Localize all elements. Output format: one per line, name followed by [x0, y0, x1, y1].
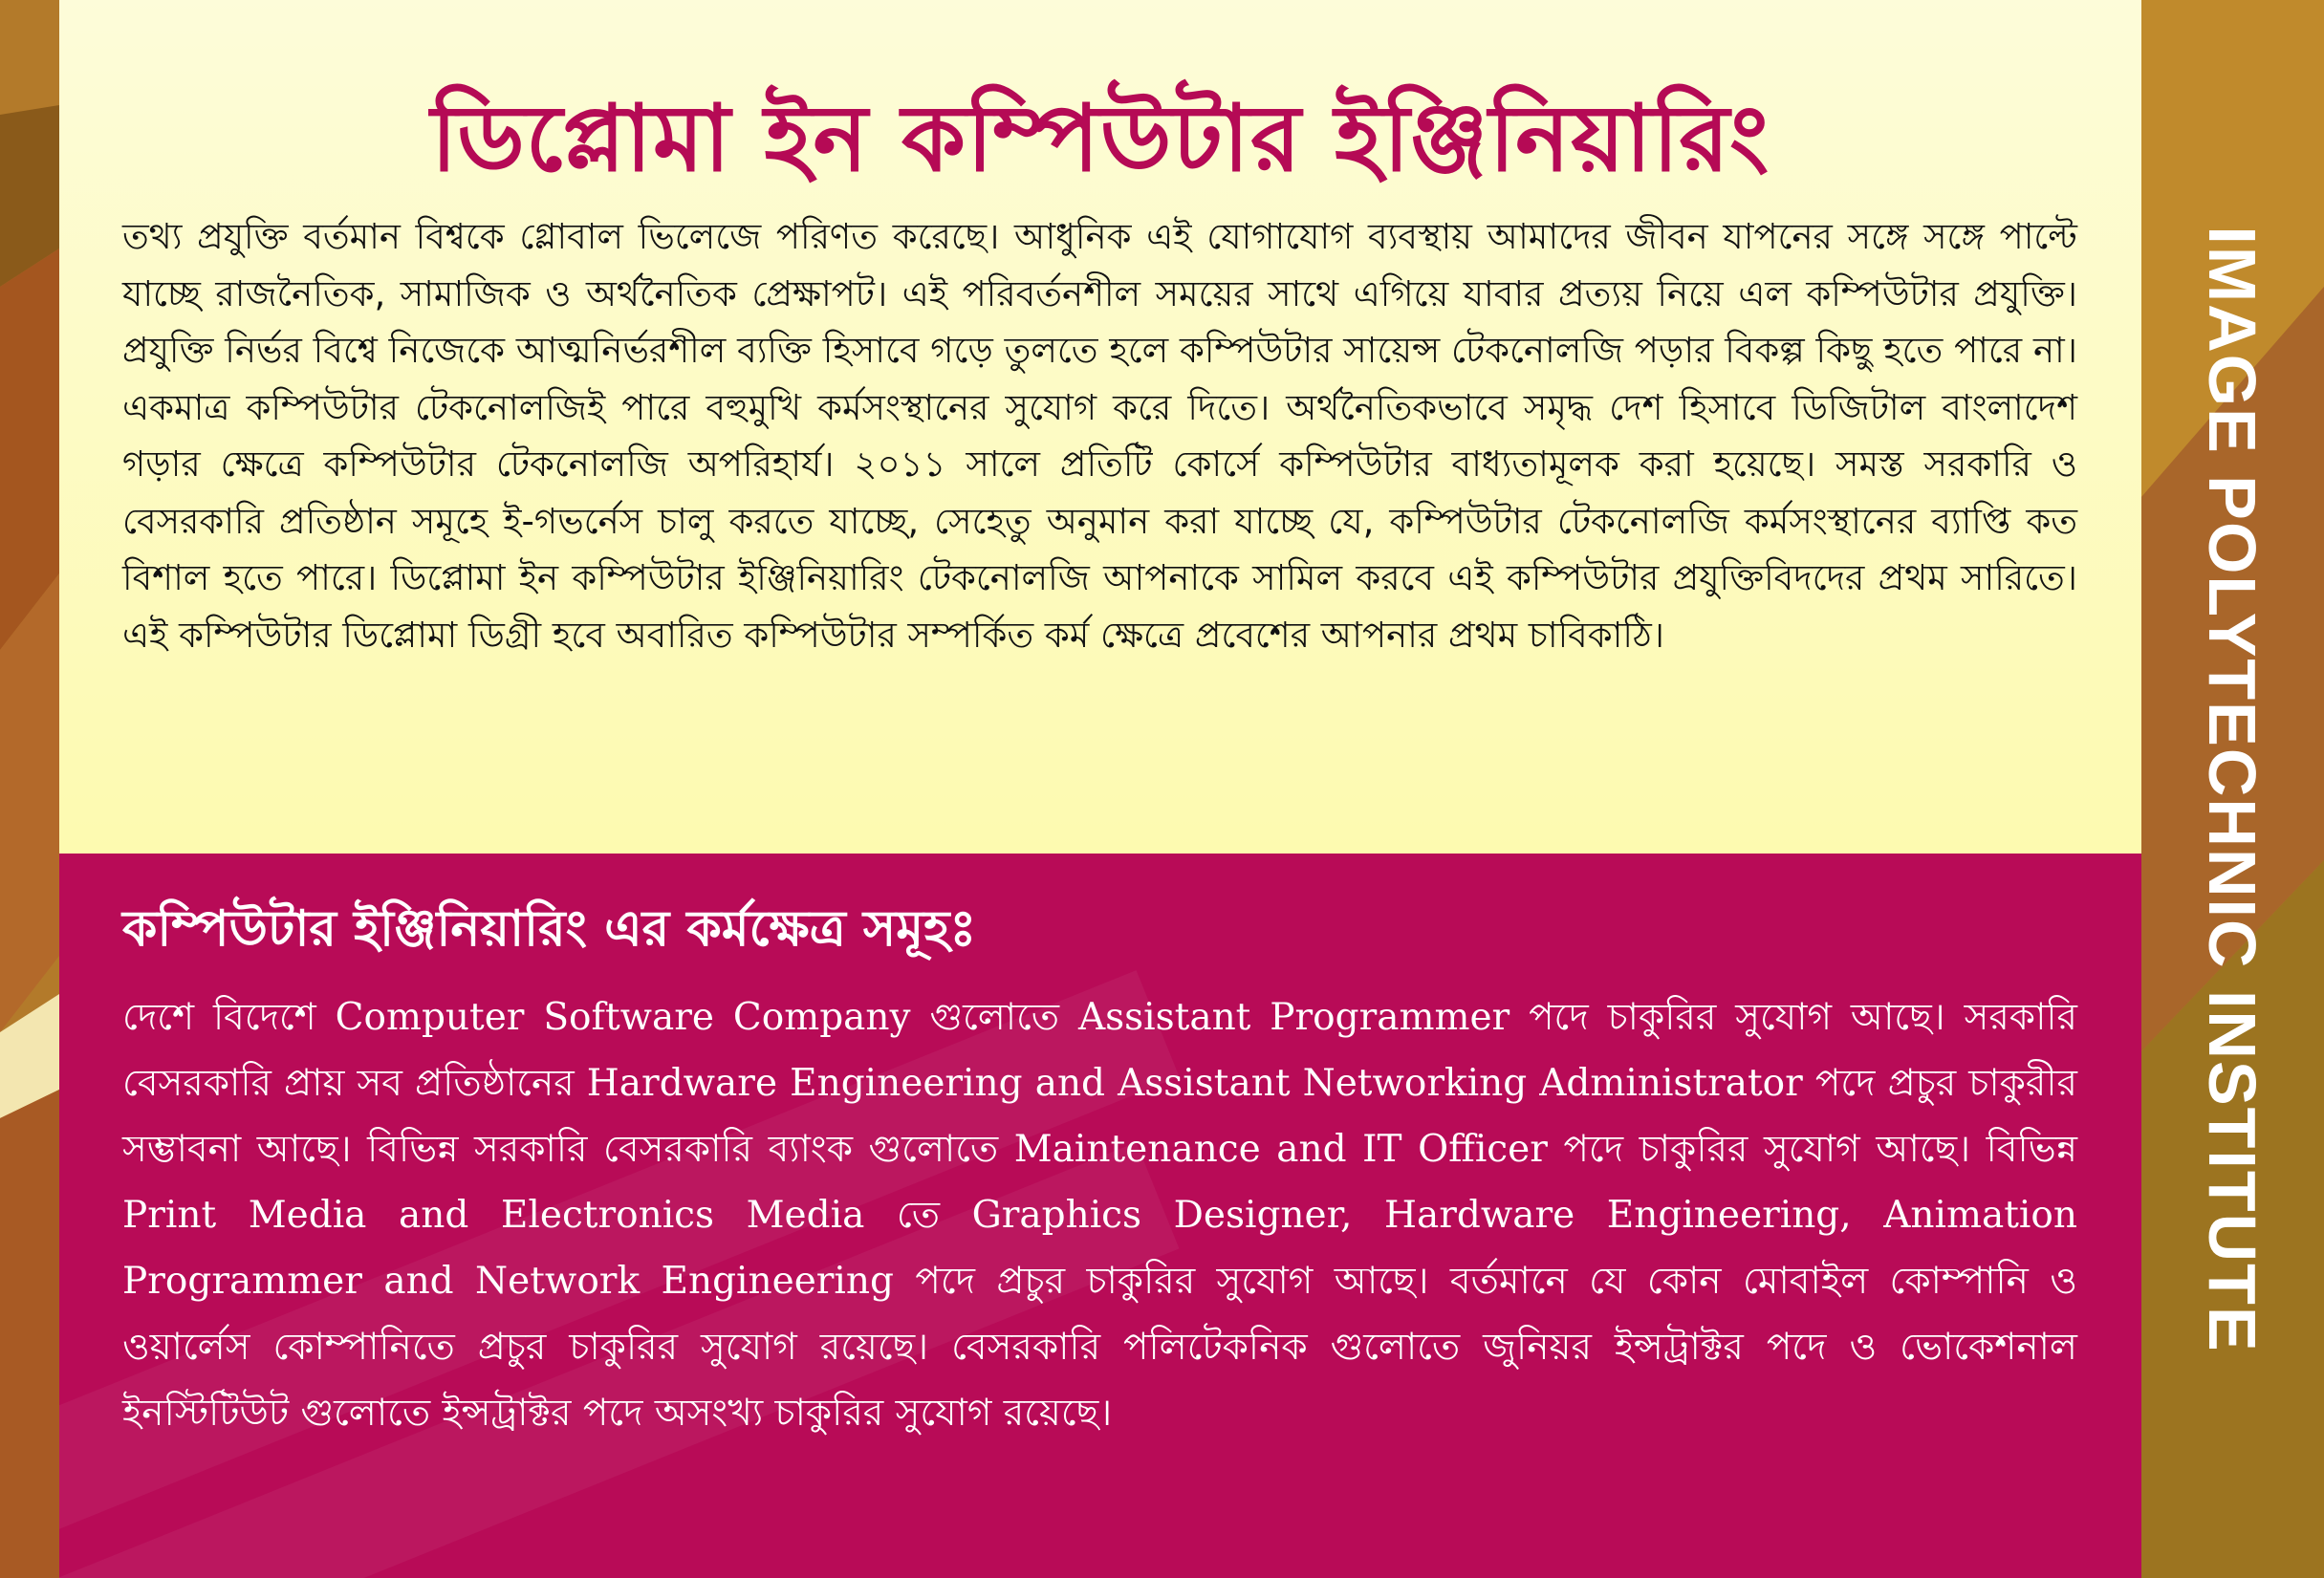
intro-paragraph: তথ্য প্রযুক্তি বর্তমান বিশ্বকে গ্লোবাল ভিলেজে পরিণত করেছে। আধুনিক এই যোগাযোগ ব্যবস্থায় আমাদের জীবন যাপনের সঙ্গে সঙ্গে পাল্টে যাচ্ছে রাজনৈতিক, সামাজিক ও অর্থনৈতিক প্রেক্ষাপট। এই পরিবর্তনশীল সময়ের সাথে এগিয়ে যাবার প্রত্যয় নিয়ে এল কম্পিউটার প্রযুক্তি। প্রযুক্তি নির্ভর বিশ্বে নিজেকে আত্মনির্ভরশীল ব্যক্তি হিসাবে গড়ে তুলতে হলে কম্পিউটার সায়েন্স টেকনোলজি পড়ার বিকল্প কিছু হতে পারে না। একমাত্র কম্পিউটার টেকনোলজিই পারে বহুমুখি কর্মসংস্থানের সুযোগ করে দিতে। অর্থনৈতিকভাবে সমৃদ্ধ দেশ হিসাবে ডিজিটাল বাংলাদেশ গড়ার ক্ষেত্রে কম্পিউটার টেকনোলজি অপরিহার্য। ২০১১ সালে প্রতিটি কোর্সে কম্পিউটার বাধ্যতামূলক করা হয়েছে। সমস্ত সরকারি ও বেসরকারি প্রতিষ্ঠান সমূহে ই-গভর্নেস চালু করতে যাচ্ছে, সেহেতু অনুমান করা যাচ্ছে যে, কম্পিউটার টেকনোলজি কর্মসংস্থানের ব্যাপ্তি কত বিশাল হতে পারে। ডিপ্লোমা ইন কম্পিউটার ইঞ্জিনিয়ারিং টেকনোলজি আপনাকে সামিল করবে এই কম্পিউটার প্রযুক্তিবিদদের প্রথম সারিতে। এই কম্পিউটার ডিপ্লোমা ডিগ্রী হবে অবারিত কম্পিউটার সম্পর্কিত কর্ম ক্ষেত্রে প্রবেশের আপনার প্রথম চাবিকাঠি।: [122, 216, 2077, 656]
page-title: ডিপ্লোমা ইন কম্পিউটার ইঞ্জিনিয়ারিং: [430, 85, 1770, 192]
institute-side-banner: [2141, 0, 2324, 1578]
career-heading: কম্পিউটার ইঞ্জিনিয়ারিং এর কর্মক্ষেত্র সমূহঃ: [122, 900, 977, 958]
career-paragraph: দেশে বিদেশে Computer Software Company গুলোতে Assistant Programmer পদে চাকুরির সুযোগ আছে। সরকারি বেসরকারি প্রায় সব প্রতিষ্ঠানের Hardware Engineering and Assistant Networking Administrator পদে প্রচুর চাকুরীর সম্ভাবনা আছে। বিভিন্ন সরকারি বেসরকারি ব্যাংক গুলোতে Maintenance and IT Officer পদে চাকুরির সুযোগ আছে। বিভিন্ন Print Media and Electronics Media তে Graphics Designer, Hardware Engineering, Animation Programmer and Network Engineering পদে প্রচুর চাকুরির সুযোগ আছে। বর্তমানে যে কোন মোবাইল কোম্পানি ও ওয়ার্লেস কোম্পানিতে প্রচুর চাকুরির সুযোগ রয়েছে। বেসরকারি পলিটেকনিক গুলোতে জুনিয়র ইন্সট্রাক্টর পদে ও ভোকেশনাল ইনস্টিটিউট গুলোতে ইন্সট্রাক্টর পদে অসংখ্য চাকুরির সুযোগ রয়েছে।: [122, 996, 2077, 1435]
institute-name: IMAGE POLYTECHNIC INSTITUTE: [2195, 226, 2270, 1353]
